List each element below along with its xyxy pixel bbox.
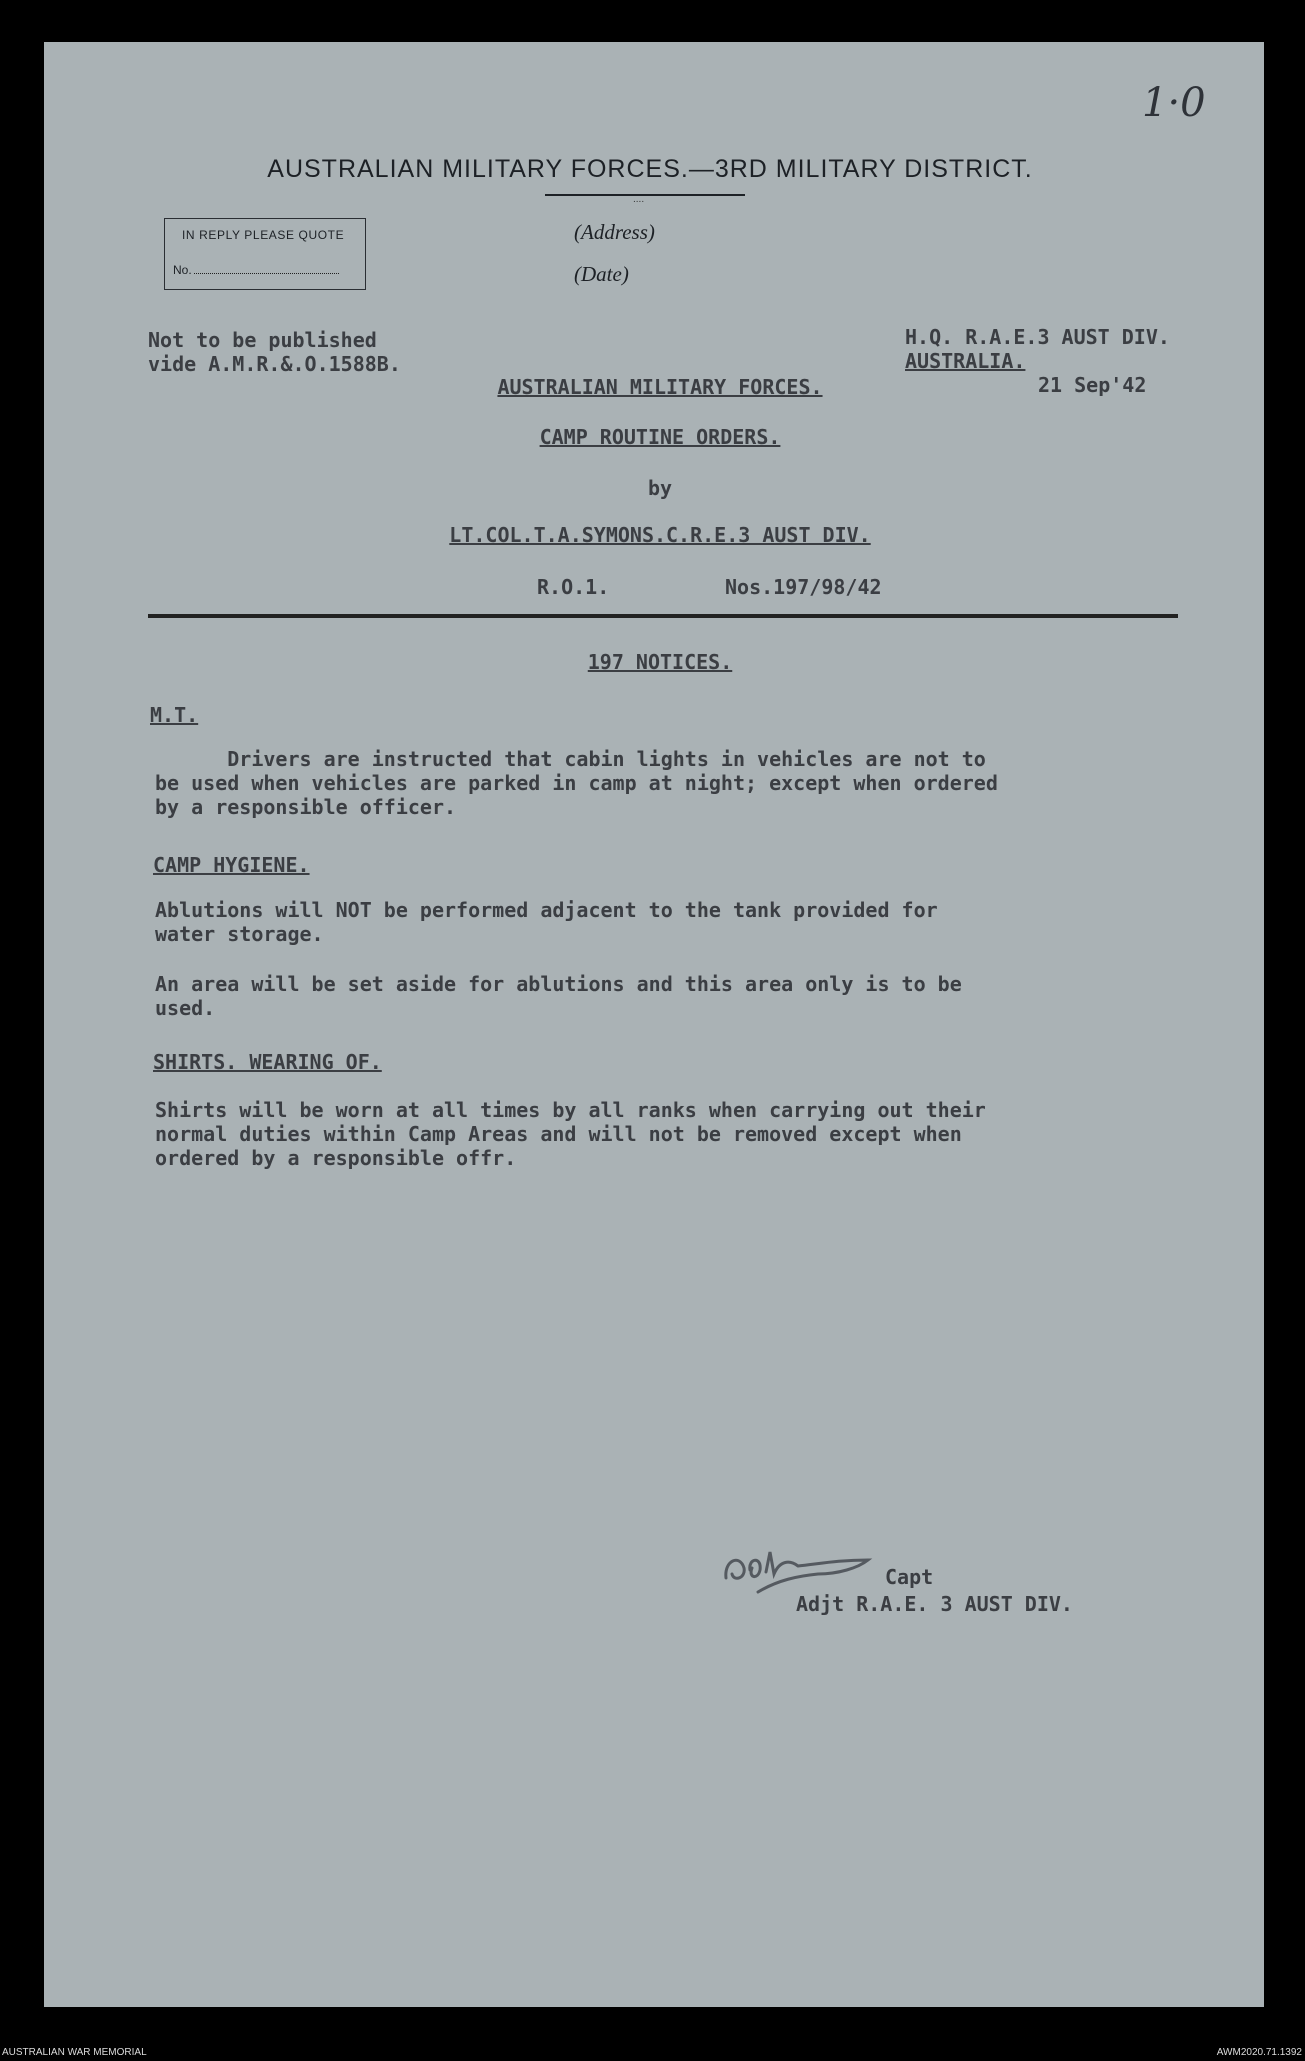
order-reference-numbers: Nos.197/98/42 — [725, 575, 882, 599]
date-label: (Date) — [574, 262, 629, 286]
heading-forces: AUSTRALIAN MILITARY FORCES. — [497, 375, 823, 399]
letterhead-title: AUSTRALIAN MILITARY FORCES.—3RD MILITARY DISTRICT. — [267, 155, 1033, 183]
reply-no-label: No. — [173, 263, 192, 277]
section-heading-camp-hygiene: CAMP HYGIENE. — [153, 853, 310, 877]
footer-accession-number: AWM2020.71.1392 — [1216, 2047, 1302, 2058]
order-reference-left: R.O.1. — [537, 575, 610, 599]
section-text-hygiene-1: Ablutions will NOT be performed adjacent to the tank provided for water storage. — [155, 898, 938, 946]
heading-commanding-officer: LT.COL.T.A.SYMONS.C.R.E.3 AUST DIV. — [449, 523, 871, 547]
section-heading-shirts: SHIRTS. WEARING OF. — [153, 1050, 382, 1074]
heading-camp-routine-orders: CAMP ROUTINE ORDERS. — [539, 425, 781, 449]
signature-title: Adjt R.A.E. 3 AUST DIV. — [796, 1592, 1073, 1616]
restriction-line-1: Not to be published — [148, 328, 377, 352]
address-label: (Address) — [574, 220, 655, 244]
notices-title: 197 NOTICES. — [587, 650, 733, 674]
heading-by: by — [647, 476, 673, 500]
hq-address-line-2: AUSTRALIA. — [905, 349, 1026, 373]
reply-number-line — [173, 263, 339, 277]
hq-address-line-1: H.Q. R.A.E.3 AUST DIV. — [905, 325, 1170, 349]
letterhead-dots: .... — [633, 194, 645, 205]
section-text-hygiene-2: An area will be set aside for ablutions and this area only is to be used. — [155, 972, 962, 1020]
handwritten-folio-note: 1·0 — [1142, 80, 1206, 126]
restriction-line-2: vide A.M.R.&.O.1588B. — [148, 352, 401, 376]
section-text-mt: Drivers are instructed that cabin lights in vehicles are not to be used when vehicles are parked in camp at night; except when ordered by a responsible officer. — [155, 747, 998, 819]
order-date: 21 Sep'42 — [1038, 373, 1147, 397]
reply-reference-box — [164, 218, 366, 290]
reply-no-blank — [194, 273, 339, 274]
reply-label: IN REPLY PLEASE QUOTE — [182, 228, 345, 242]
letterhead-rule — [545, 194, 745, 196]
heading-divider — [148, 614, 1178, 618]
section-heading-mt: M.T. — [150, 703, 199, 727]
footer-archive-name: AUSTRALIAN WAR MEMORIAL — [2, 2047, 147, 2058]
signature-rank: Capt — [885, 1565, 934, 1589]
section-text-shirts: Shirts will be worn at all times by all ranks when carrying out their normal duties within Camp Areas and will not be removed except when ordered by a responsible offr. — [155, 1098, 986, 1170]
handwritten-signature — [718, 1530, 878, 1600]
